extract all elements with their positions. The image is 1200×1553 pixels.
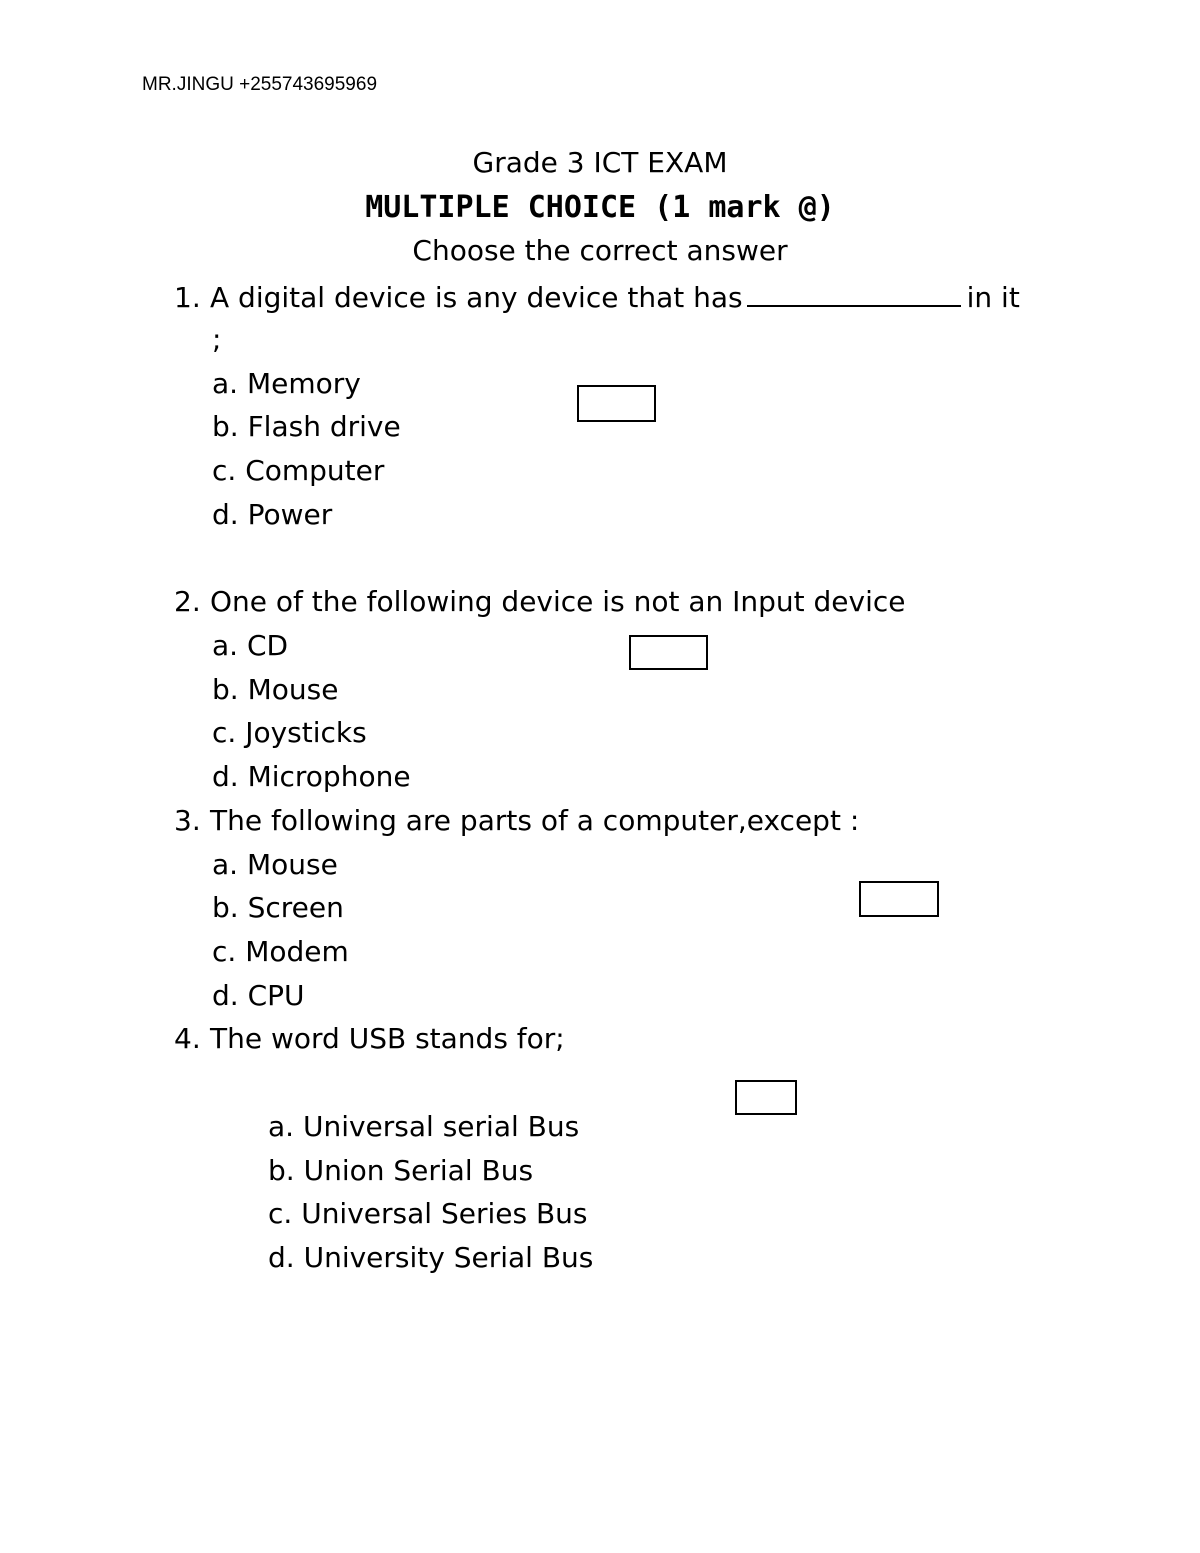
answer-box-3[interactable] bbox=[859, 881, 939, 917]
option-1c: c. Computer bbox=[212, 454, 385, 487]
question-number: 3. bbox=[174, 804, 201, 837]
option-3c: c. Modem bbox=[212, 935, 349, 968]
question-4 bbox=[174, 1021, 565, 1057]
question-text: The following are parts of a computer,except : bbox=[210, 804, 860, 837]
answer-box-1[interactable] bbox=[577, 385, 656, 422]
fill-in-blank[interactable] bbox=[747, 279, 961, 307]
option-2b: b. Mouse bbox=[212, 673, 339, 706]
option-4d: d. University Serial Bus bbox=[268, 1241, 594, 1274]
question-number: 4. bbox=[174, 1022, 201, 1055]
option-2d: d. Microphone bbox=[212, 760, 411, 793]
option-2c: c. Joysticks bbox=[212, 716, 367, 749]
question-1 bbox=[174, 279, 1020, 316]
option-3a: a. Mouse bbox=[212, 848, 338, 881]
answer-box-4[interactable] bbox=[735, 1080, 797, 1115]
answer-box-2[interactable] bbox=[629, 635, 708, 670]
question-text-end: in it bbox=[966, 281, 1020, 314]
option-1d: d. Power bbox=[212, 498, 333, 531]
question-1-continuation: ; bbox=[212, 323, 222, 356]
author-header: MR.JINGU +255743695969 bbox=[142, 74, 378, 95]
option-4b: b. Union Serial Bus bbox=[268, 1154, 534, 1187]
question-text: A digital device is any device that has bbox=[210, 281, 743, 314]
option-4c: c. Universal Series Bus bbox=[268, 1197, 588, 1230]
option-3d: d. CPU bbox=[212, 979, 305, 1012]
question-number: 2. bbox=[174, 585, 201, 618]
instruction-text: Choose the correct answer bbox=[412, 234, 788, 267]
option-3b: b. Screen bbox=[212, 891, 344, 924]
option-2a: a. CD bbox=[212, 629, 289, 662]
section-heading: MULTIPLE CHOICE (1 mark @) bbox=[365, 190, 835, 225]
option-1b: b. Flash drive bbox=[212, 410, 401, 443]
question-text: One of the following device is not an Input device bbox=[210, 585, 906, 618]
question-2 bbox=[174, 584, 906, 620]
question-3 bbox=[174, 803, 859, 839]
question-text: The word USB stands for; bbox=[210, 1022, 565, 1055]
option-1a: a. Memory bbox=[212, 367, 361, 400]
option-4a: a. Universal serial Bus bbox=[268, 1110, 580, 1143]
question-number: 1. bbox=[174, 281, 201, 314]
exam-title: Grade 3 ICT EXAM bbox=[472, 146, 728, 179]
